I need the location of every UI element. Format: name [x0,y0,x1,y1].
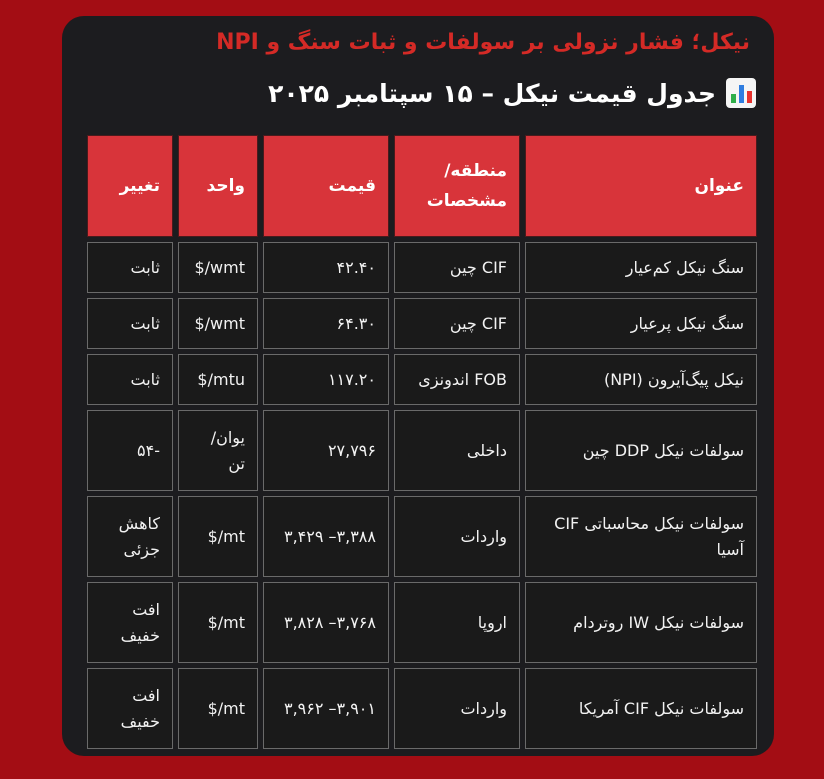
cell-title: سنگ نیکل پرعیار [525,298,757,349]
table-row [87,582,757,663]
cell-unit: wmt/$ [178,298,258,349]
cell-region: واردات [394,496,520,577]
cell-price: ۲۷,۷۹۶ [263,410,389,491]
cell-price: ۱۱۷.۲۰ [263,354,389,405]
cell-price: ۳,۷۶۸– ۳,۸۲۸ [263,582,389,663]
cell-title: سولفات نیکل CIF آمریکا [525,668,757,749]
cell-region: واردات [394,668,520,749]
cell-unit: mtu/$ [178,354,258,405]
cell-change: ثابت [87,242,173,293]
cell-unit: mt/$ [178,582,258,663]
headline: نیکل؛ فشار نزولی بر سولفات و ثبات سنگ و NPI [216,30,750,55]
header-unit: واحد [178,135,258,237]
cell-unit: wmt/$ [178,242,258,293]
table-row [87,410,757,491]
cell-region: FOB اندونزی [394,354,520,405]
table-row [87,354,757,405]
cell-price: ۳,۹۰۱– ۳,۹۶۲ [263,668,389,749]
cell-region: اروپا [394,582,520,663]
cell-price: ۴۲.۴۰ [263,242,389,293]
table-header-row [87,135,757,237]
header-region: منطقه/ مشخصات [394,135,520,237]
cell-change: افت خفیف [87,582,173,663]
header-price: قیمت [263,135,389,237]
cell-change: کاهش جزئی [87,496,173,577]
cell-title: سولفات نیکل IW روتردام [525,582,757,663]
table-title-row [268,78,756,108]
header-change: تغییر [87,135,173,237]
cell-change: افت خفیف [87,668,173,749]
cell-title: نیکل پیگ‌آیرون (NPI) [525,354,757,405]
table-title: جدول قیمت نیکل – ۱۵ سپتامبر ۲۰۲۵ [268,78,716,108]
cell-unit: mt/$ [178,496,258,577]
cell-region: CIF چین [394,298,520,349]
cell-price: ۶۴.۳۰ [263,298,389,349]
cell-title: سولفات نیکل محاسباتی CIF آسیا [525,496,757,577]
news-card [62,16,774,756]
header-title: عنوان [525,135,757,237]
cell-change: -۵۴ [87,410,173,491]
cell-price: ۳,۳۸۸– ۳,۴۲۹ [263,496,389,577]
cell-title: سولفات نیکل DDP چین [525,410,757,491]
cell-unit: یوان/ تن [178,410,258,491]
table-row [87,496,757,577]
cell-region: CIF چین [394,242,520,293]
cell-region: داخلی [394,410,520,491]
bar-chart-icon [726,78,756,108]
price-table [82,130,762,754]
cell-unit: mt/$ [178,668,258,749]
cell-change: ثابت [87,354,173,405]
table-row [87,242,757,293]
cell-title: سنگ نیکل کم‌عیار [525,242,757,293]
cell-change: ثابت [87,298,173,349]
table-row [87,668,757,749]
table-row [87,298,757,349]
